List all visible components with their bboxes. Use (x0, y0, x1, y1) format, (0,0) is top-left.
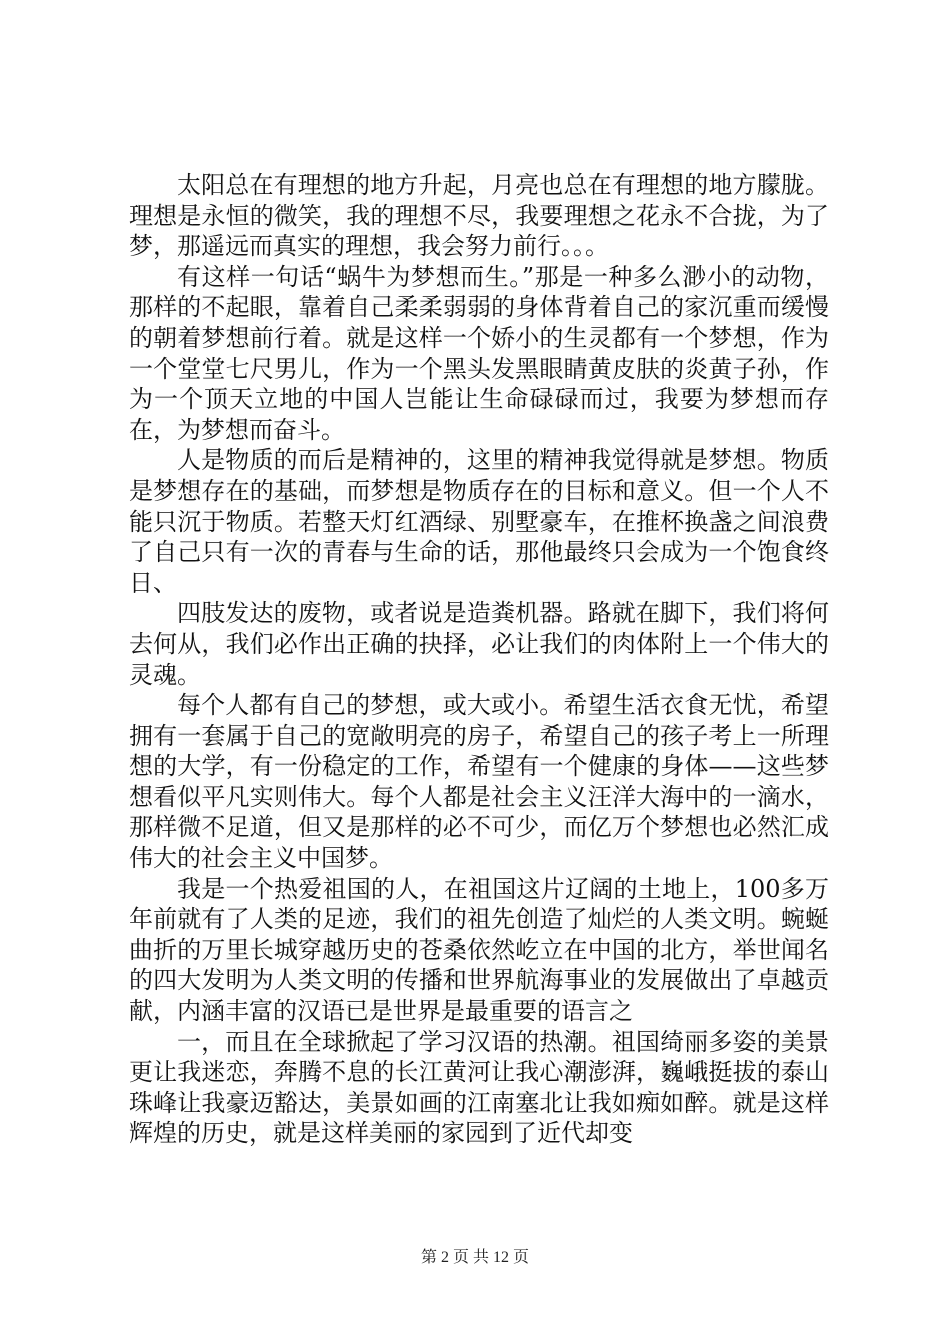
page-number-footer: 第 2 页 共 12 页 (420, 1249, 529, 1266)
paragraph-4: 四肢发达的废物，或者说是造粪机器。路就在脚下，我们将何去何从，我们必作出正确的抉择，必让我们的肉体附上一个伟大的灵魂。 (129, 599, 829, 689)
document-body (129, 170, 829, 1149)
paragraph-6: 我是一个热爱祖国的人，在祖国这片辽阔的土地上，100多万年前就有了人类的足迹，我们的祖先创造了灿烂的人类文明。蜿蜒曲折的万里长城穿越历史的苍桑依然屹立在中国的北方，举世闻名的四大发明为人类文明的传播和世界航海事业的发展做出了卓越贡献，内涵丰富的汉语已是世界是最重要的语言之 (129, 874, 829, 1026)
paragraph-5: 每个人都有自己的梦想，或大或小。希望生活衣食无忧，希望拥有一套属于自己的宽敞明亮的房子，希望自己的孩子考上一所理想的大学，有一份稳定的工作，希望有一个健康的身体——这些梦想看似平凡实则伟大。每个人都是社会主义汪洋大海中的一滴水，那样微不足道，但又是那样的必不可少，而亿万个梦想也必然汇成伟大的社会主义中国梦。 (129, 691, 829, 873)
paragraph-1: 太阳总在有理想的地方升起，月亮也总在有理想的地方朦胧。理想是永恒的微笑，我的理想不尽，我要理想之花永不合拢，为了梦，那遥远而真实的理想，我会努力前行。。。 (129, 171, 829, 261)
paragraph-2: 有这样一句话“蜗牛为梦想而生。”那是一种多么渺小的动物，那样的不起眼，靠着自己柔柔弱弱的身体背着自己的家沉重而缓慢的朝着梦想前行着。就是这样一个娇小的生灵都有一个梦想，作为一个堂堂七尺男儿，作为一个黑头发黑眼睛黄皮肤的炎黄子孙，作为一个顶天立地的中国人岂能让生命碌碌而过，我要为梦想而存在，为梦想而奋斗。 (129, 262, 829, 444)
paragraph-3: 人是物质的而后是精神的，这里的精神我觉得就是梦想。物质是梦想存在的基础，而梦想是物质存在的目标和意义。但一个人不能只沉于物质。若整天灯红酒绿、别墅豪车，在推杯换盏之间浪费了自己只有一次的青春与生命的话，那他最终只会成为一个饱食终日、 (129, 446, 829, 597)
paragraph-7: 一，而且在全球掀起了学习汉语的热潮。祖国绮丽多姿的美景更让我迷恋，奔腾不息的长江黄河让我心潮澎湃，巍峨挺拔的泰山珠峰让我豪迈豁达，美景如画的江南塞北让我如痴如醉。就是这样辉煌的历史，就是这样美丽的家园到了近代却变 (129, 1027, 829, 1148)
